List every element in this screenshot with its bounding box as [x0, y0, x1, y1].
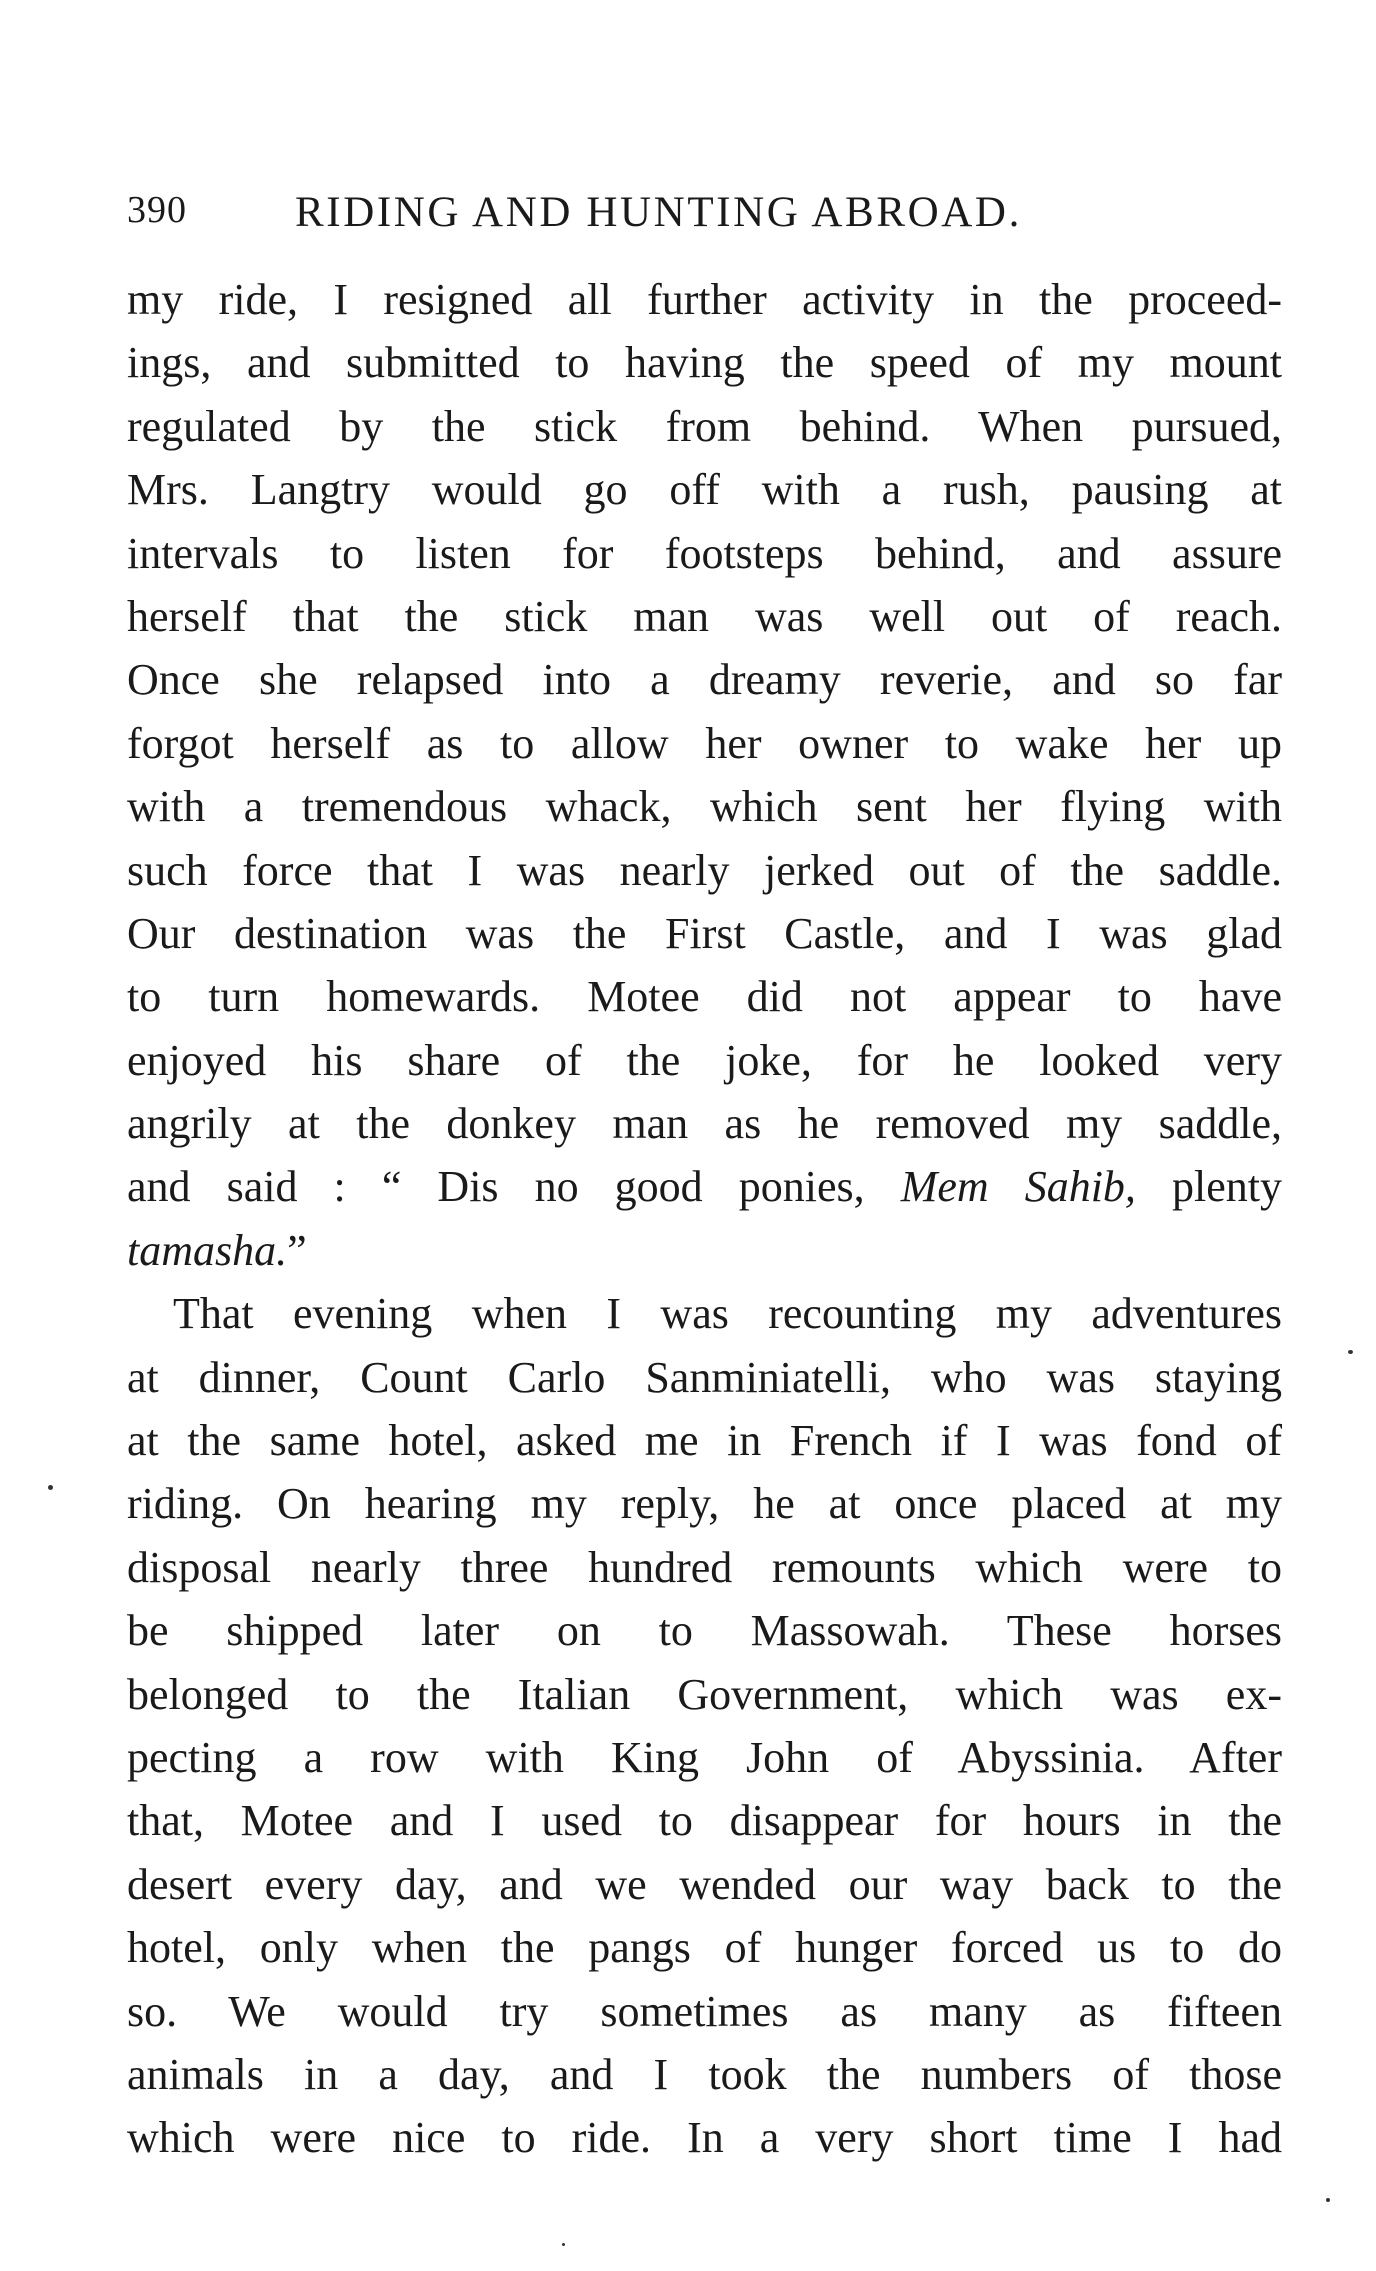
text-line: at the same hotel, asked me in French if I was fond of — [127, 1416, 1282, 1466]
text-line: Once she relapsed into a dreamy reverie, and so far — [127, 655, 1282, 705]
body-text — [127, 268, 1282, 2170]
text-line: at dinner, Count Carlo Sanminiatelli, who was staying — [127, 1352, 1282, 1402]
line-segment: and said : “ Dis no good ponies, — [127, 1162, 901, 1212]
text-line: enjoyed his share of the joke, for he looked very — [127, 1035, 1282, 1085]
text-line: with a tremendous whack, which sent her flying with — [127, 782, 1282, 832]
text-line: angrily at the donkey man as he removed my saddle, — [127, 1099, 1282, 1149]
page-number: 390 — [127, 189, 187, 231]
text-line: hotel, only when the pangs of hunger forced us to do — [127, 1923, 1282, 1973]
line-segment: plenty — [1135, 1162, 1282, 1212]
text-line: my ride, I resigned all further activity in the proceed- — [127, 275, 1282, 324]
text-line: pecting a row with King John of Abyssinia. After — [127, 1732, 1282, 1782]
ink-speck — [1326, 2198, 1330, 2202]
text-line: that, Motee and I used to disappear for hours in the — [127, 1796, 1282, 1846]
text-line: be shipped later on to Massowah. These horses — [127, 1606, 1282, 1656]
line-segment: ” — [287, 1225, 307, 1275]
text-line: intervals to listen for footsteps behind, and assure — [127, 528, 1282, 578]
italic-phrase: Mem Sahib, — [900, 1162, 1136, 1212]
ink-speck — [48, 1485, 53, 1490]
text-line-with-italic — [127, 1155, 1282, 1218]
text-line: which were nice to ride. In a very short time I had — [127, 2113, 1282, 2163]
text-line: to turn homewards. Motee did not appear to have — [127, 972, 1282, 1022]
text-line: so. We would try sometimes as many as fifteen — [127, 1986, 1282, 2036]
text-line-with-italic — [127, 1219, 1282, 1282]
text-line: animals in a day, and I took the numbers of those — [127, 2049, 1282, 2099]
text-line: herself that the stick man was well out of reach. — [127, 591, 1282, 641]
text-line: regulated by the stick from behind. When pursued, — [127, 401, 1282, 451]
italic-phrase: tamasha. — [127, 1225, 288, 1275]
ink-speck — [1348, 1350, 1353, 1354]
text-line: disposal nearly three hundred remounts which were to — [127, 1542, 1282, 1592]
text-line: forgot herself as to allow her owner to wake her up — [127, 718, 1282, 768]
ink-speck — [562, 2243, 565, 2246]
running-head: RIDING AND HUNTING ABROAD. — [295, 189, 1022, 236]
text-line: belonged to the Italian Government, which was ex- — [127, 1669, 1282, 1719]
text-line: desert every day, and we wended our way back to the — [127, 1859, 1282, 1909]
text-line: riding. On hearing my reply, he at once placed at my — [127, 1479, 1282, 1529]
text-line: such force that I was nearly jerked out of the saddle. — [127, 845, 1282, 895]
page-header — [127, 188, 1282, 248]
text-line: ings, and submitted to having the speed of my mount — [127, 338, 1282, 388]
paragraph-first-line: That evening when I was recounting my adventures — [173, 1289, 1282, 1339]
text-line: Our destination was the First Castle, and I was glad — [127, 908, 1282, 958]
text-line: Mrs. Langtry would go off with a rush, pausing at — [127, 465, 1282, 515]
